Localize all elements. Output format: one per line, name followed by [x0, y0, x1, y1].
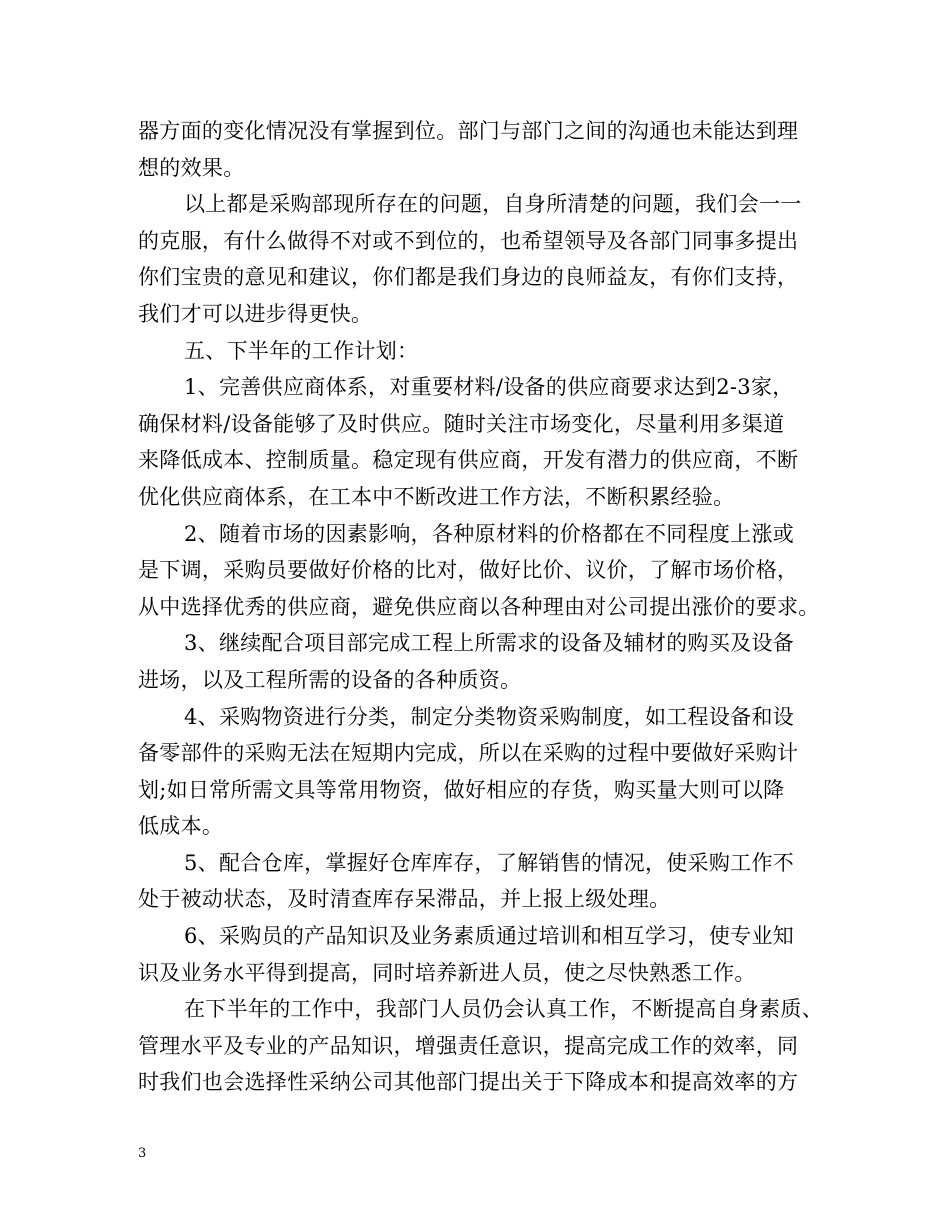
text-line: 是下调，采购员要做好价格的比对，做好比价、议价，了解市场价格， — [138, 558, 799, 583]
text-line: 优化供应商体系，在工本中不断改进工作方法，不断积累经验。 — [138, 484, 735, 509]
text-line: 你们宝贵的意见和建议，你们都是我们身边的良师益友，有你们支持， — [138, 265, 799, 290]
text-line: 五、下半年的工作计划： — [184, 338, 419, 363]
text-line: 划;如日常所需文具等常用物资，做好相应的存货，购买量大则可以降 — [138, 777, 785, 802]
text-line: 低成本。 — [138, 814, 224, 839]
text-line: 1、完善供应商体系，对重要材料/设备的供应商要求达到2-3家， — [184, 375, 794, 400]
text-line: 器方面的变化情况没有掌握到位。部门与部门之间的沟通也未能达到理 — [138, 119, 799, 143]
text-line: 处于被动状态，及时清查库存呆滞品，并上报上级处理。 — [138, 887, 671, 912]
text-line: 3、继续配合项目部完成工程上所需求的设备及辅材的购买及设备 — [184, 631, 795, 656]
text-line: 我们才可以进步得更快。 — [138, 301, 373, 326]
text-line: 4、采购物资进行分类，制定分类物资采购制度，如工程设备和设 — [184, 704, 795, 729]
text-line: 来降低成本、控制质量。稳定现有供应商，开发有潜力的供应商，不断 — [138, 448, 799, 473]
text-line: 6、采购员的产品知识及业务素质通过培训和相互学习，使专业知 — [184, 924, 795, 949]
text-line: 管理水平及专业的产品知识，增强责任意识，提高完成工作的效率，同 — [138, 1033, 799, 1058]
text-line: 识及业务水平得到提高，同时培养新进人员，使之尽快熟悉工作。 — [138, 960, 756, 985]
text-line: 在下半年的工作中，我部门人员仍会认真工作，不断提高自身素质、 — [184, 997, 823, 1022]
text-line: 以上都是采购部现所存在的问题，自身所清楚的问题，我们会一一 — [184, 192, 802, 217]
page-number: 3 — [138, 1146, 147, 1161]
text-line: 想的效果。 — [138, 155, 245, 180]
body-text — [138, 113, 828, 1101]
text-line: 确保材料/设备能够了及时供应。随时关注市场变化，尽量利用多渠道 — [138, 411, 785, 436]
text-line: 从中选择优秀的供应商，避免供应商以各种理由对公司提出涨价的要求。 — [138, 594, 820, 619]
text-line: 备零部件的采购无法在短期内完成，所以在采购的过程中要做好采购计 — [138, 741, 799, 766]
text-line: 2、随着市场的因素影响，各种原材料的价格都在不同程度上涨或 — [184, 521, 795, 546]
text-line: 的克服，有什么做得不对或不到位的，也希望领导及各部门同事多提出 — [138, 228, 799, 253]
text-line: 5、配合仓库，掌握好仓库库存，了解销售的情况，使采购工作不 — [184, 850, 795, 875]
text-line: 进场，以及工程所需的设备的各种质资。 — [138, 667, 522, 692]
text-line: 时我们也会选择性采纳公司其他部门提出关于下降成本和提高效率的方 — [138, 1070, 799, 1095]
